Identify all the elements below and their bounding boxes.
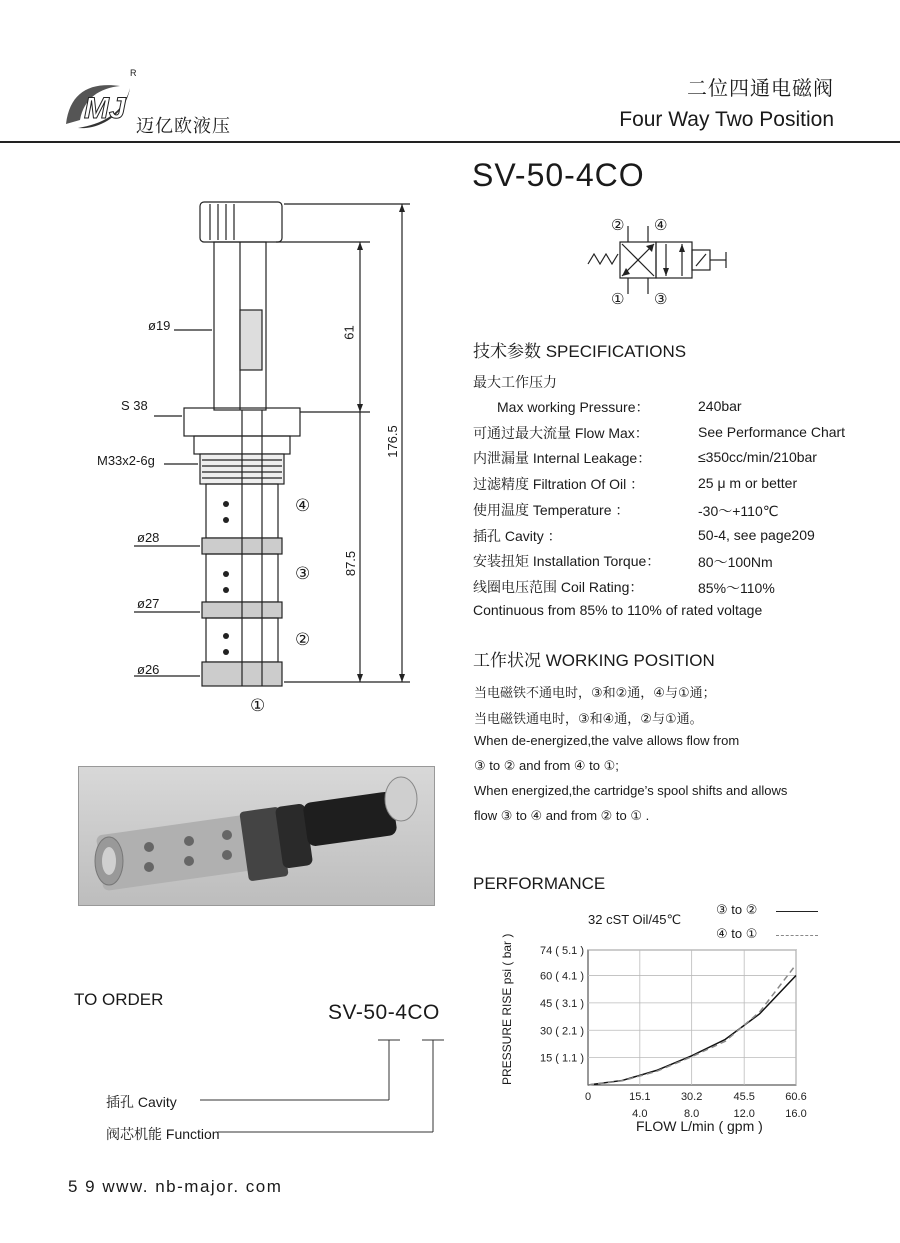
x-tick-label-gpm: 12.0 bbox=[733, 1108, 755, 1120]
dim-d26: ø26 bbox=[137, 662, 160, 677]
to-order-title: TO ORDER bbox=[74, 990, 164, 1009]
spec-label: 可通过最大流量 Flow Max： bbox=[473, 425, 649, 441]
spec-label: 线圈电压范围 Coil Rating： bbox=[473, 579, 644, 595]
spec-label: Max working Pressure： bbox=[497, 399, 650, 415]
working-line: When energized,the cartridge’s spool shifts and allows bbox=[474, 783, 788, 798]
model-number: SV-50-4CO bbox=[472, 157, 645, 193]
spec-label: 最大工作压力 bbox=[473, 374, 557, 390]
performance-chart bbox=[520, 940, 820, 1130]
y-tick-label: 30 ( 2.1 ) bbox=[539, 1025, 584, 1038]
cartridge-photo-image bbox=[79, 767, 434, 905]
chart-condition: 32 cST Oil/45℃ bbox=[588, 912, 682, 927]
order-callout-lines bbox=[190, 1030, 450, 1140]
x-tick-label: 0 bbox=[584, 1091, 592, 1103]
x-tick-label: 60.6 bbox=[785, 1091, 807, 1103]
spec-value: 240bar bbox=[698, 398, 742, 414]
y-tick-label: 60 ( 4.1 ) bbox=[539, 970, 584, 983]
symbol-port-4: ④ bbox=[654, 217, 668, 234]
working-position-title: 工作状况 WORKING POSITION bbox=[473, 651, 715, 670]
product-photo bbox=[78, 766, 435, 906]
legend-swatch-dashed bbox=[776, 935, 818, 936]
x-tick-label: 30.2 bbox=[680, 1091, 703, 1103]
order-function-label: 阀芯机能 Function bbox=[106, 1126, 220, 1142]
dim-thread: M33x2-6g bbox=[97, 453, 155, 468]
spec-value: ≤350cc/min/210bar bbox=[698, 449, 817, 465]
symbol-port-3: ③ bbox=[654, 291, 668, 308]
spec-value: 85%～110% bbox=[698, 580, 775, 596]
spec-label: 使用温度 Temperature ： bbox=[473, 502, 630, 518]
dim-61: 61 bbox=[341, 325, 357, 340]
spec-label: 插孔 Cavity ： bbox=[473, 528, 562, 544]
title-cn: 二位四通电磁阀 bbox=[687, 78, 834, 100]
working-line: When de-energized,the valve allows flow from bbox=[474, 733, 740, 748]
legend-label: ④ to ① bbox=[716, 926, 758, 941]
x-tick-label: 45.5 bbox=[733, 1091, 755, 1103]
spec-note: Continuous from 85% to 110% of rated voltage bbox=[473, 602, 763, 618]
y-axis-label: PRESSURE RISE psi ( bar ) bbox=[500, 933, 514, 1085]
y-tick-label: 15 ( 1.1 ) bbox=[539, 1052, 584, 1065]
logo-letters: MJ bbox=[84, 92, 126, 125]
specifications-title: 技术参数 SPECIFICATIONS bbox=[473, 342, 687, 361]
title-en: Four Way Two Position bbox=[619, 108, 834, 131]
logo-emblem-icon bbox=[60, 72, 140, 136]
y-axis-label-wrap bbox=[494, 933, 518, 1088]
spec-label: 安装扭矩 Installation Torque： bbox=[473, 553, 661, 569]
y-tick-label: 45 ( 3.1 ) bbox=[539, 997, 584, 1010]
performance-title: PERFORMANCE bbox=[473, 874, 606, 893]
brand-logo bbox=[60, 72, 140, 136]
spec-label: 过滤精度 Filtration Of Oil ： bbox=[473, 476, 645, 492]
x-tick-label-gpm: 4.0 bbox=[632, 1108, 648, 1120]
x-tick-label-gpm: 8.0 bbox=[684, 1108, 700, 1120]
dim-d27: ø27 bbox=[137, 596, 160, 611]
working-line: 当电磁铁通电时，③和④通，②与①通。 bbox=[474, 711, 703, 726]
order-code: SV-50-4CO bbox=[328, 1001, 440, 1024]
drawing-port-4: ④ bbox=[295, 496, 311, 515]
website-link[interactable]: www. nb-major. com bbox=[102, 1177, 283, 1196]
brand-name: 迈亿欧液压 bbox=[136, 116, 231, 136]
symbol-port-2: ② bbox=[611, 217, 625, 234]
x-tick-label: 15.1 bbox=[629, 1091, 651, 1103]
legend-label: ③ to ② bbox=[716, 902, 758, 917]
x-axis-label: FLOW L/min ( gpm ) bbox=[636, 1118, 763, 1134]
dim-875: 87.5 bbox=[343, 550, 359, 577]
spec-label: 内泄漏量 Internal Leakage： bbox=[473, 450, 652, 466]
y-tick-label: 74 ( 5.1 ) bbox=[539, 945, 584, 957]
spec-value: -30～+110℃ bbox=[698, 503, 779, 519]
header-divider bbox=[0, 141, 900, 143]
registered-mark: R bbox=[130, 68, 137, 78]
x-tick-label-gpm: 16.0 bbox=[785, 1108, 807, 1120]
spec-value: 80～100Nm bbox=[698, 554, 773, 570]
legend-swatch-solid bbox=[776, 911, 818, 912]
working-line: 当电磁铁不通电时，③和②通，④与①通； bbox=[474, 685, 716, 700]
drawing-port-1: ① bbox=[250, 696, 266, 715]
page-footer bbox=[68, 1177, 282, 1197]
order-cavity-label: 插孔 Cavity bbox=[106, 1094, 177, 1110]
spec-value: 25 μ m or better bbox=[698, 475, 798, 491]
working-line: flow ③ to ④ and from ② to ① . bbox=[474, 808, 650, 823]
dim-s38: S 38 bbox=[121, 398, 148, 413]
dim-175: 176.5 bbox=[384, 425, 400, 458]
dim-d28: ø28 bbox=[137, 530, 160, 545]
dim-d19: ø19 bbox=[148, 318, 171, 333]
spec-value: See Performance Chart bbox=[698, 424, 846, 440]
drawing-port-3: ③ bbox=[295, 564, 311, 583]
symbol-port-1: ① bbox=[611, 291, 625, 308]
working-line: ③ to ② and from ④ to ①; bbox=[474, 758, 619, 773]
page-number: 5 9 bbox=[68, 1177, 97, 1196]
spec-value: 50-4, see page209 bbox=[698, 527, 815, 543]
drawing-port-2: ② bbox=[295, 630, 311, 649]
